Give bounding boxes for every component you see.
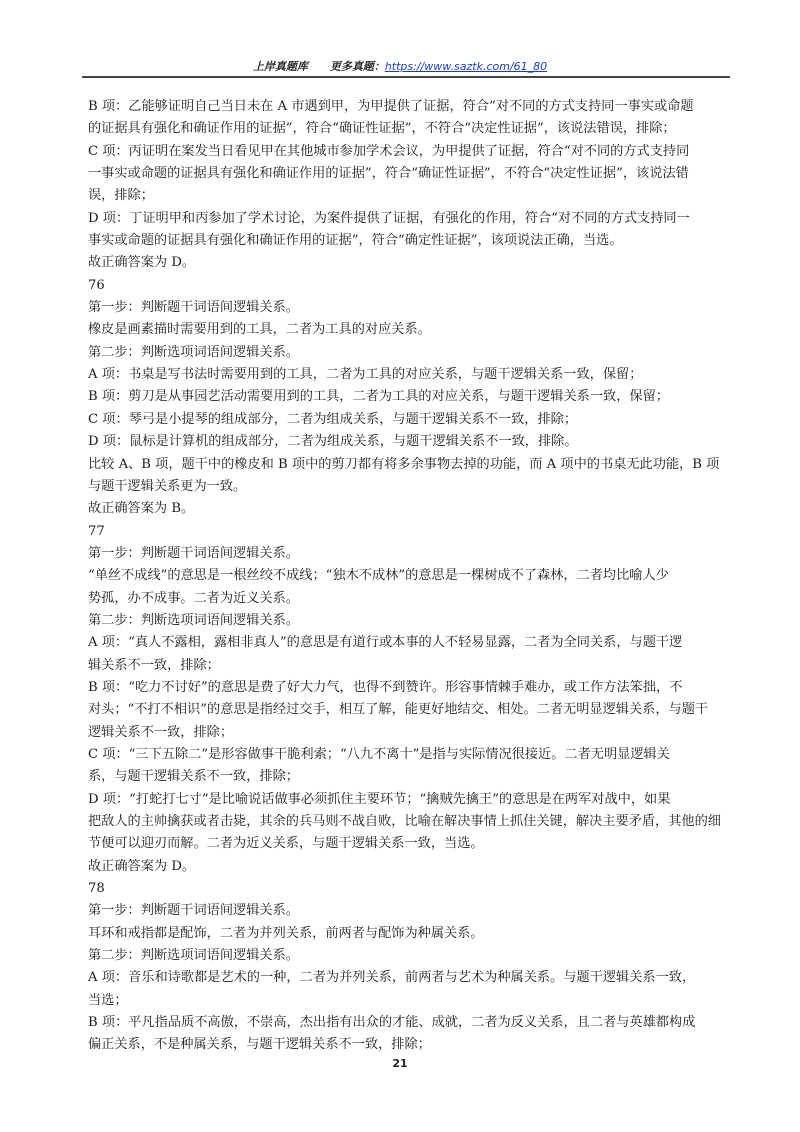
text-line: 节便可以迎刃而解。二者为近义关系，与题干逻辑关系一致，当选。 — [88, 836, 484, 852]
text-line: 辑关系不一致，排除； — [88, 657, 220, 673]
text-line: 偏正关系，不是种属关系，与题干逻辑关系不一致，排除； — [88, 1037, 431, 1053]
text-line: D 项：丁证明甲和丙参加了学术讨论，为案件提供了证据，有强化的作用，符合“对不同的方式支持同一 — [88, 210, 690, 226]
text-line: 当选； — [88, 992, 128, 1008]
text-line: B 项：剪刀是从事园艺活动需要用到的工具，二者为工具的对应关系，与题干逻辑关系一致，保留； — [88, 389, 669, 405]
text-line: C 项：“三下五除二”是形容做事干脆利索；“八九不离十”是指与实际情况很接近。二者无明显逻辑关 — [88, 746, 670, 762]
text-line: 对头；“不打不相识”的意思是指经过交手，相互了解，能更好地结交、相处。二者无明显逻辑关系，与题干 — [88, 702, 709, 718]
text-line: A 项：书桌是写书法时需要用到的工具，二者为工具的对应关系，与题干逻辑关系一致，保留； — [88, 367, 643, 383]
text-line: 第二步：判断选项词语间逻辑关系。 — [88, 612, 299, 628]
question-number: 78 — [88, 881, 105, 897]
header-link[interactable]: https://www.saztk.com/61_80 — [384, 60, 548, 73]
text-line: 误，排除； — [88, 188, 154, 204]
text-line: 第一步：判断题干词语间逻辑关系。 — [88, 545, 299, 561]
text-line: 的证据具有强化和确证作用的证据”，符合“确证性证据”，不符合“决定性证据”，该说法错误，排除； — [88, 121, 676, 137]
page-header — [0, 58, 800, 74]
text-line: B 项：平凡指品质不高傲，不崇高，杰出指有出众的才能、成就，二者为反义关系，且二者与英雄都构成 — [88, 1015, 696, 1031]
header-rule — [82, 76, 730, 78]
text-line: A 项：“真人不露相，露相非真人”的意思是有道行或本事的人不轻易显露，二者为全同关系，与题干逻 — [88, 635, 683, 651]
text-line: 系，与题干逻辑关系不一致，排除； — [88, 769, 299, 785]
text-line: 一事实或命题的证据具有强化和确证作用的证据”，符合“确证性证据”，不符合“决定性证据”，该说法错 — [88, 166, 689, 182]
text-line: 第二步：判断选项词语间逻辑关系。 — [88, 344, 299, 360]
text-line: C 项：琴弓是小提琴的组成部分，二者为组成关系，与题干逻辑关系不一致，排除； — [88, 411, 578, 427]
text-line: B 项：乙能够证明自己当日未在 A 市遇到甲，为甲提供了证据，符合“对不同的方式支持同一事实或命题 — [88, 99, 694, 114]
text-line: 故正确答案为 B。 — [88, 501, 195, 517]
text-line: 第一步：判断题干词语间逻辑关系。 — [88, 903, 299, 919]
text-line: B 项：“吃力不讨好”的意思是费了好大力气，也得不到赞许。形容事情棘手难办，或工作方法笨拙，不 — [88, 679, 683, 695]
text-line: 故正确答案为 D。 — [88, 858, 196, 874]
text-line: 耳环和戒指都是配饰，二者为并列关系，前两者与配饰为种属关系。 — [88, 925, 484, 941]
text-line: 逻辑关系不一致，排除； — [88, 724, 234, 740]
text-line: 第一步：判断题干词语间逻辑关系。 — [88, 300, 299, 316]
text-line: 第二步：判断选项词语间逻辑关系。 — [88, 948, 299, 964]
text-line: A 项：音乐和诗歌都是艺术的一种，二者为并列关系，前两者与艺术为种属关系。与题干逻辑关系一致， — [88, 970, 696, 986]
text-line: 故正确答案为 D。 — [88, 255, 196, 271]
question-number: 77 — [88, 523, 105, 539]
text-line: 与题干逻辑关系更为一致。 — [88, 478, 247, 494]
text-line: 把敌人的主帅擒获或者击毙，其余的兵马则不战自败，比喻在解决事情上抓住关键，解决主要矛盾，其他的细 — [88, 814, 721, 829]
text-line: 橡皮是画素描时需要用到的工具，二者为工具的对应关系。 — [88, 322, 431, 338]
text-line: 事实或命题的证据具有强化和确证作用的证据”，符合“确定性证据”，该项说法正确，当选。 — [88, 233, 623, 249]
header-label: 上岸真题库 更多真题： — [252, 60, 385, 73]
document-body — [88, 96, 728, 1057]
question-number: 76 — [88, 277, 105, 293]
text-line: D 项：“打蛇打七寸”是比喻说话做事必须抓住主要环节；“擒贼先擒王”的意思是在两军对战中，如果 — [88, 791, 671, 807]
text-line: “单丝不成线”的意思是一根丝绞不成线；“独木不成林”的意思是一棵树成不了森林，二者均比喻人少 — [88, 568, 669, 584]
text-line: 势孤，办不成事。二者为近义关系。 — [88, 590, 299, 606]
text-line: C 项：丙证明在案发当日看见甲在其他城市参加学术会议，为甲提供了证据，符合“对不同的方式支持同 — [88, 143, 690, 159]
text-line: D 项：鼠标是计算机的组成部分，二者为组成关系，与题干逻辑关系不一致，排除。 — [88, 434, 578, 450]
text-line: 比较 A、B 项，题干中的橡皮和 B 项中的剪刀都有将多余事物去掉的功能，而 A 项中的书桌无此功能，B 项 — [88, 456, 720, 472]
page-number: 21 — [392, 1057, 408, 1070]
